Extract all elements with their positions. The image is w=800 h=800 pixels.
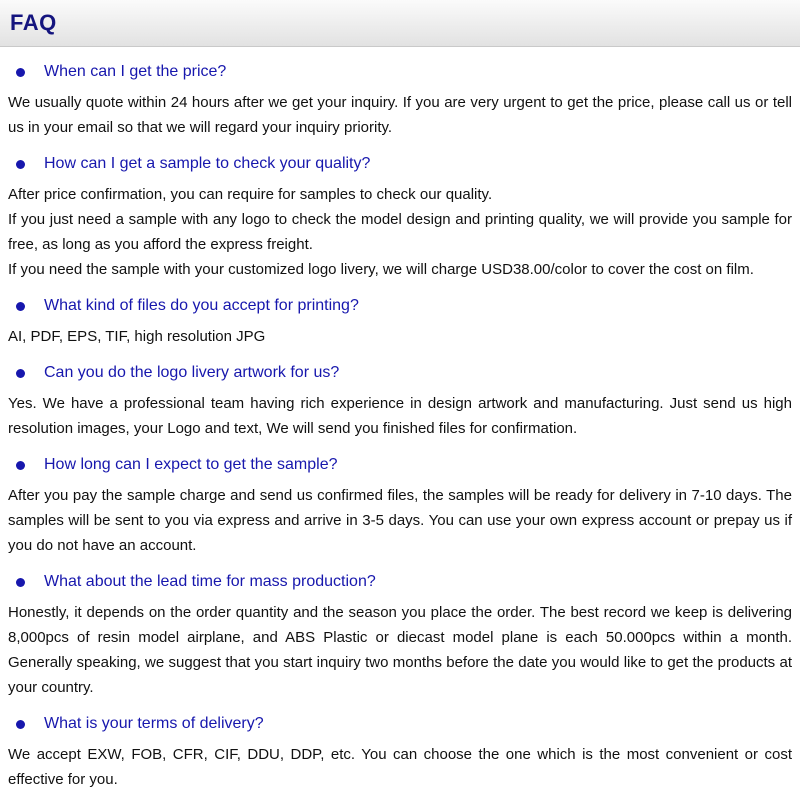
faq-answer-paragraph: We accept EXW, FOB, CFR, CIF, DDU, DDP, etc. You can choose the one which is the most convenient or cost effective for you. (8, 746, 792, 788)
faq-question (8, 297, 792, 315)
faq-answer (8, 600, 792, 700)
faq-question (8, 364, 792, 382)
bullet-icon (16, 720, 25, 729)
faq-question (8, 456, 792, 474)
faq-answer (8, 742, 792, 792)
faq-answer (8, 182, 792, 282)
page-header (0, 0, 800, 47)
faq-question (8, 63, 792, 81)
faq-answer (8, 391, 792, 441)
faq-item (8, 63, 792, 140)
faq-answer (8, 324, 792, 349)
faq-item (8, 573, 792, 700)
bullet-icon (16, 68, 25, 77)
faq-item (8, 297, 792, 349)
faq-item (8, 155, 792, 282)
faq-list (0, 47, 800, 800)
faq-answer-paragraph: Honestly, it depends on the order quantity and the season you place the order. The best record we keep is delivering 8,000pcs of resin model airplane, and ABS Plastic or diecast model plane is each 50.000pcs within a month. Generally speaking, we suggest that you start inquiry two months before the date you would like to get the products at your country. (8, 604, 792, 696)
bullet-icon (16, 461, 25, 470)
faq-item (8, 456, 792, 558)
faq-question-text: How long can I expect to get the sample? (44, 456, 338, 473)
faq-question-text: What kind of files do you accept for printing? (44, 297, 359, 314)
faq-answer-paragraph: We usually quote within 24 hours after we get your inquiry. If you are very urgent to get the price, please call us or tell us in your email so that we will regard your inquiry priority. (8, 94, 792, 136)
faq-answer (8, 90, 792, 140)
bullet-icon (16, 160, 25, 169)
faq-question (8, 573, 792, 591)
faq-item (8, 364, 792, 441)
faq-question-text: How can I get a sample to check your quality? (44, 155, 371, 172)
bullet-icon (16, 578, 25, 587)
faq-question-text: What about the lead time for mass production? (44, 573, 376, 590)
faq-question (8, 715, 792, 733)
faq-answer-paragraph: After price confirmation, you can require for samples to check our quality. (8, 186, 493, 203)
faq-question-text: Can you do the logo livery artwork for us? (44, 364, 340, 381)
page-title: FAQ (10, 10, 57, 35)
faq-question-text: When can I get the price? (44, 63, 227, 80)
faq-answer-paragraph: After you pay the sample charge and send us confirmed files, the samples will be ready for delivery in 7-10 days. The samples will be sent to you via express and arrive in 3-5 days. You can use your own express account or prepay us if you do not have an account. (8, 487, 792, 554)
faq-answer-paragraph: If you just need a sample with any logo to check the model design and printing quality, we will provide you sample for free, as long as you afford the express freight. (8, 211, 792, 253)
faq-answer (8, 483, 792, 558)
faq-item (8, 715, 792, 792)
bullet-icon (16, 302, 25, 311)
faq-answer-paragraph: AI, PDF, EPS, TIF, high resolution JPG (8, 328, 266, 345)
faq-question-text: What is your terms of delivery? (44, 715, 264, 732)
faq-question (8, 155, 792, 173)
faq-answer-paragraph: If you need the sample with your customized logo livery, we will charge USD38.00/color to cover the cost on film. (8, 261, 754, 278)
bullet-icon (16, 369, 25, 378)
faq-answer-paragraph: Yes. We have a professional team having rich experience in design artwork and manufacturing. Just send us high resolution images, your Logo and text, We will send you finished files for confirmation. (8, 395, 792, 437)
